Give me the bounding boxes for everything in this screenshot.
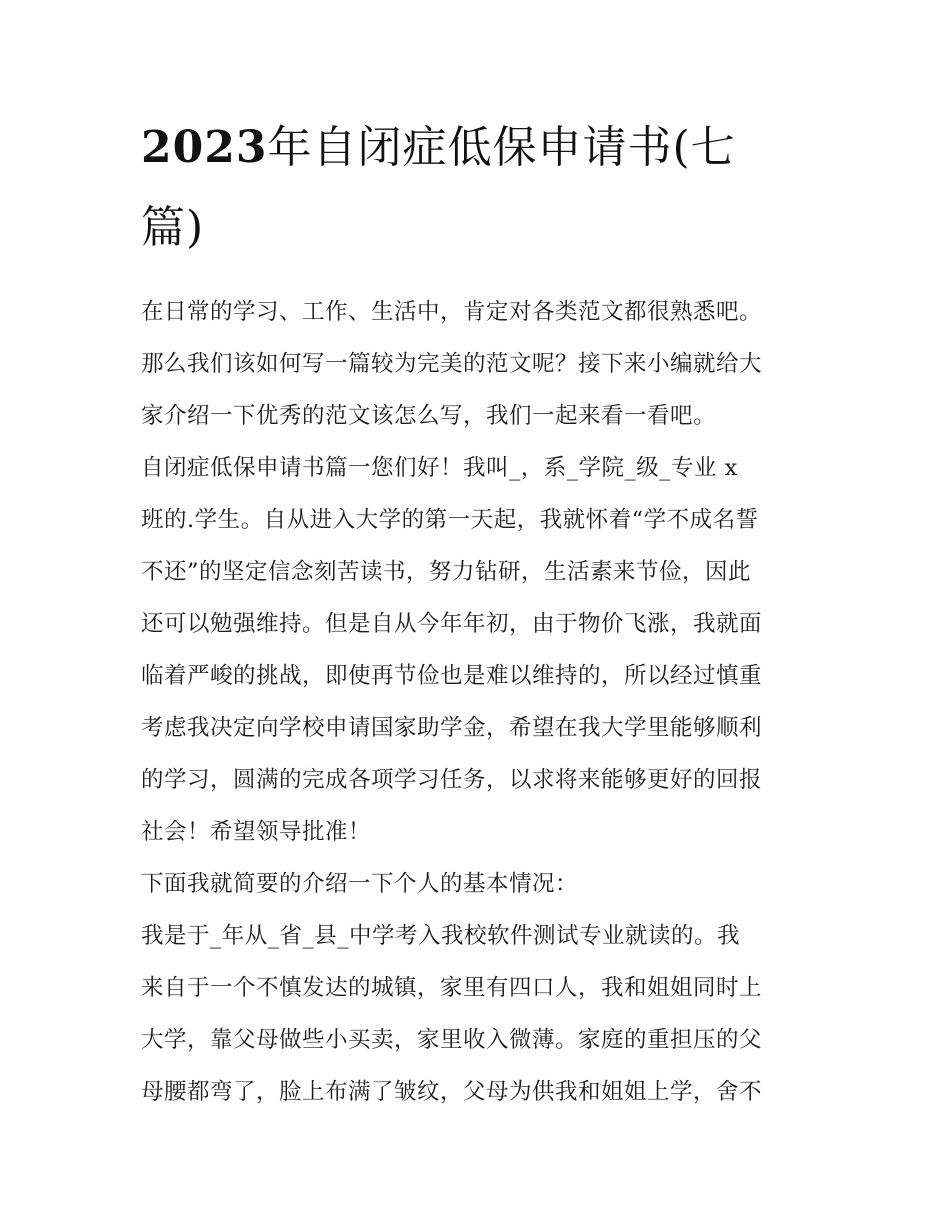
title-year: 2023 [141,122,268,173]
body-line: 那么我们该如何写一篇较为完美的范文呢？接下来小编就给大 [141,351,763,377]
body-line: 母腰都弯了，脸上布满了皱纹，父母为供我和姐姐上学，舍不 [141,1079,763,1105]
body-line: 自闭症低保申请书篇一您们好！我叫_，系_学院_级_专业 x [141,455,738,481]
title-text: 年自闭症低保申请书(七 [267,122,736,173]
body-line: 我是于_年从_省_县_中学考入我校软件测试专业就读的。我 [141,923,741,949]
body-line: 社会！希望领导批准！ [141,819,372,845]
body-line: 家介绍一下优秀的范文该怎么写，我们一起来看一看吧。 [141,403,717,429]
body-line: 还可以勉强维持。但是自从今年年初，由于物价飞涨，我就面 [141,611,763,637]
body-line: 大学，靠父母做些小买卖，家里收入微薄。家庭的重担压的父 [141,1027,763,1053]
title-line-1 [141,108,813,188]
body-line: 下面我就简要的介绍一下个人的基本情况： [141,871,579,897]
body-line: 来自于一个不慎发达的城镇，家里有四口人，我和姐姐同时上 [141,975,763,1001]
document-page [141,108,813,1118]
body-line: 不还”的坚定信念刻苦读书，努力钻研，生活素来节俭，因此 [141,559,752,585]
body-line: 班的.学生。自从进入大学的第一天起，我就怀着“学不成名誓 [141,507,759,533]
title-line-2: 篇) [141,202,205,253]
body-line: 考虑我决定向学校申请国家助学金，希望在我大学里能够顺利 [141,715,763,741]
body-line: 临着严峻的挑战，即使再节俭也是难以维持的，所以经过慎重 [141,663,763,689]
document-body [141,286,813,1118]
body-line: 在日常的学习、工作、生活中，肯定对各类范文都很熟悉吧。 [141,299,763,325]
body-line: 的学习，圆满的完成各项学习任务，以求将来能够更好的回报 [141,767,763,793]
document-title [141,108,813,268]
